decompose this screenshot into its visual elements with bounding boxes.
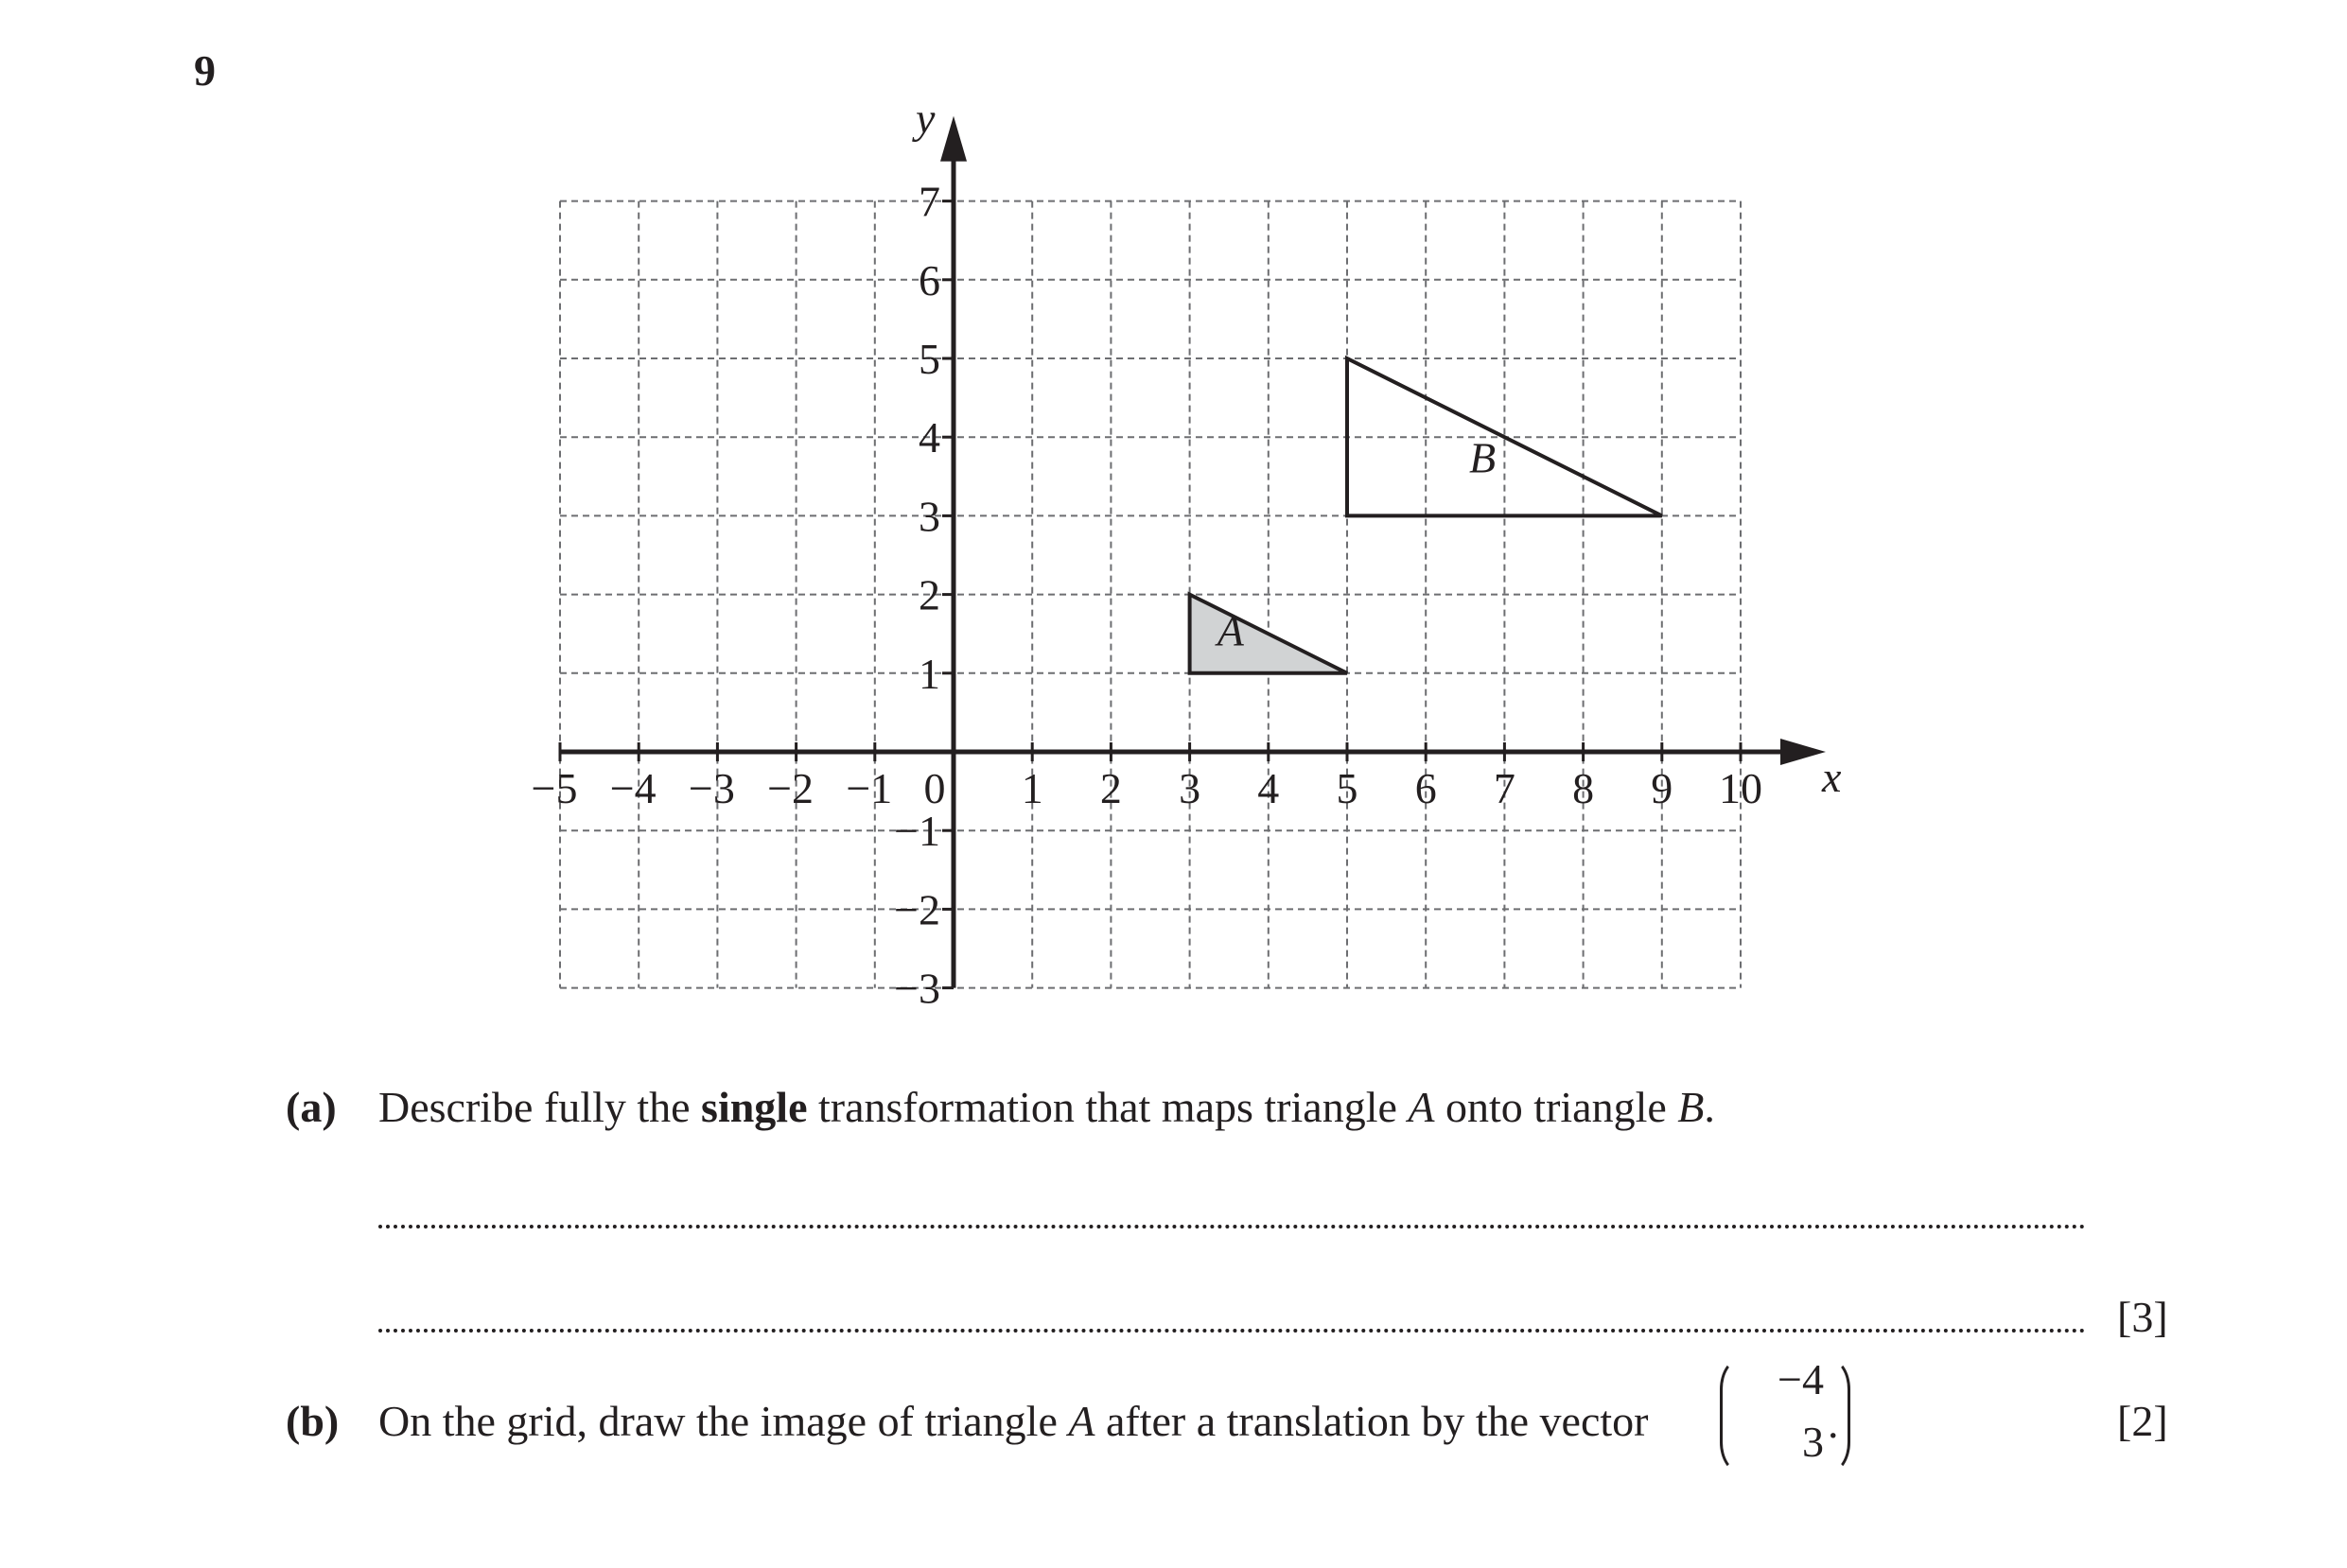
x-tick-label: −1 (846, 764, 893, 812)
y-tick-label: 7 (919, 177, 940, 226)
part-b-label: (b) (286, 1397, 340, 1445)
emphasis-single: single (701, 1083, 808, 1131)
grid-lines (560, 201, 1741, 988)
y-tick-label: 3 (919, 492, 940, 541)
part-a-marks: [3] (2117, 1293, 2168, 1341)
y-tick-label: 2 (919, 570, 940, 619)
y-tick-label: −1 (894, 807, 940, 856)
x-tick-label: −2 (767, 764, 814, 812)
x-axis-arrow (1780, 739, 1826, 765)
part-a-label: (a) (286, 1083, 337, 1131)
x-tick-label: 9 (1651, 764, 1673, 812)
x-tick-label: 6 (1414, 764, 1437, 812)
question-number: 9 (194, 46, 216, 95)
x-tick-label: 1 (1021, 764, 1043, 812)
triangle-label-a: A (1217, 606, 1244, 655)
part-a-question: Describe fully the single transformation that maps triangle A onto triangle B. (378, 1083, 1715, 1131)
y-tick-label: −2 (894, 885, 940, 934)
y-tick-label: 5 (919, 335, 940, 383)
x-tick-label: −4 (609, 764, 657, 812)
x-tick-label: 10 (1719, 764, 1762, 812)
part-b-question: On the grid, draw the image of triangle A after a translation by the vector (378, 1397, 1649, 1445)
axes (560, 95, 1842, 988)
tick-labels (532, 178, 1762, 1013)
vector-top-value: −4 (1778, 1355, 1824, 1403)
y-tick-label: −3 (894, 964, 940, 1013)
part-b-marks: [2] (2117, 1397, 2168, 1445)
y-axis-label: y (916, 94, 936, 143)
triangle-a (1190, 595, 1347, 673)
x-tick-label: 4 (1257, 764, 1280, 812)
triangle-label-b: B (1468, 433, 1497, 482)
y-axis-arrow (940, 116, 967, 162)
answer-line-2[interactable] (378, 1329, 2086, 1333)
y-tick-label: 1 (919, 649, 940, 698)
sentence-period: . (1828, 1399, 1839, 1447)
x-axis-label: x (1822, 753, 1842, 801)
answer-line-1[interactable] (378, 1225, 2086, 1228)
x-tick-label: 0 (923, 764, 946, 812)
x-tick-label: 2 (1099, 764, 1122, 812)
x-tick-label: −5 (531, 764, 578, 812)
x-tick-label: 5 (1336, 764, 1358, 812)
left-parenthesis (1720, 1358, 1741, 1473)
x-tick-label: 3 (1179, 764, 1201, 812)
vector-bottom-value: 3 (1802, 1418, 1824, 1466)
x-tick-label: 8 (1572, 764, 1595, 812)
x-tick-label: −3 (688, 764, 735, 812)
y-tick-label: 6 (919, 255, 940, 305)
y-tick-label: 4 (919, 413, 940, 462)
x-tick-label: 7 (1493, 764, 1515, 812)
